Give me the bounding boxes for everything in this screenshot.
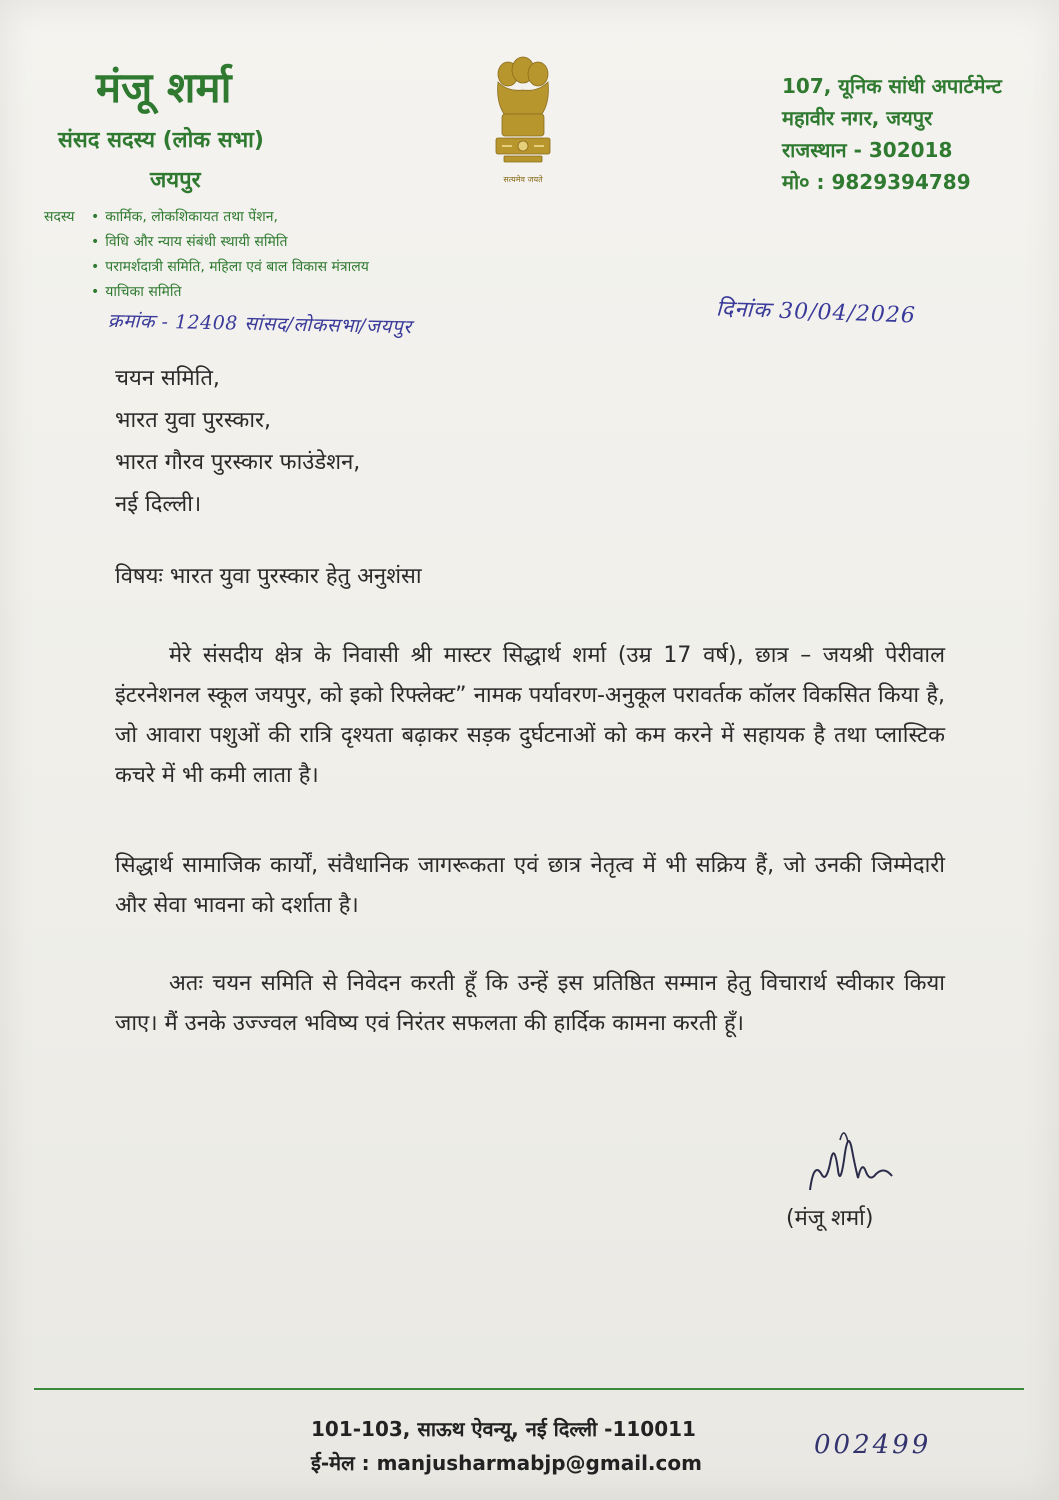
letter-date: दिनांक 30/04/2026: [715, 296, 917, 329]
emblem-caption: सत्यमेव जयते: [503, 175, 543, 184]
paragraph-text: सिद्धार्थ सामाजिक कार्यों, संवैधानिक जागरूकता एवं छात्र नेतृत्व में भी सक्रिय हैं, जो उनकी जिम्मेदारी और सेवा भावना को दर्शाता है।: [115, 853, 945, 918]
sender-designation: संसद सदस्य (लोक सभा): [58, 128, 264, 153]
body-paragraph: [115, 846, 945, 926]
signatory-name: (मंजू शर्मा): [786, 1206, 874, 1231]
membership-label: कार्मिक, लोकशिकायत तथा पेंशन,: [105, 209, 278, 225]
footer-divider: [34, 1388, 1024, 1390]
recipient-line: भारत गौरव पुरस्कार फाउंडेशन,: [115, 450, 361, 475]
footer-email: ई-मेल : manjusharmabjp@gmail.com: [311, 1451, 702, 1475]
membership-label: विधि और न्याय संबंधी स्थायी समिति: [105, 234, 288, 250]
membership-item: [44, 255, 369, 280]
sender-address: [782, 70, 1002, 198]
membership-item: [44, 230, 369, 255]
national-emblem-icon: [488, 52, 558, 192]
recipient-line: चयन समिति,: [115, 366, 220, 391]
paragraph-text: मेरे संसदीय क्षेत्र के निवासी श्री मास्टर सिद्धार्थ शर्मा (उम्र 17 वर्ष), छात्र – जयश्री पेरीवाल इंटरनेशनल स्कूल जयपुर, को इको रिफ्लेक्ट” नामक पर्यावरण-अनुकूल परावर्तक कॉलर विकसित किया है, जो आवारा पशुओं की रात्रि दृश्यता बढ़ाकर सड़क दुर्घटनाओं को कम करने में सहायक है तथा प्लास्टिक कचरे में भी कमी लाता है।: [115, 643, 945, 788]
membership-item: [44, 205, 369, 230]
recipient-block: [115, 358, 360, 526]
bullet-icon: •: [91, 209, 100, 225]
bullet-icon: •: [91, 259, 100, 275]
bullet-icon: •: [91, 284, 100, 300]
footer-address: 101-103, साऊथ ऐवन्यू, नई दिल्ली -110011: [311, 1417, 696, 1441]
body-paragraph: [115, 636, 945, 796]
member-prefix: सदस्य: [44, 209, 75, 225]
membership-item: [44, 280, 369, 305]
footer-contact: [311, 1412, 702, 1480]
serial-number: 002499: [814, 1430, 932, 1460]
sender-city: जयपुर: [150, 168, 201, 193]
address-line: राजस्थान - 302018: [782, 138, 953, 162]
recipient-line: नई दिल्ली।: [115, 492, 202, 517]
address-line: मो० : 9829394789: [782, 170, 971, 194]
paragraph-text: अतः चयन समिति से निवेदन करती हूँ कि उन्हें इस प्रतिष्ठित सम्मान हेतु विचारार्थ स्वीकार किया जाए। मैं उनके उज्ज्वल भविष्य एवं निरंतर सफलता की हार्दिक कामना करती हूँ।: [115, 971, 945, 1036]
subject-line: विषयः भारत युवा पुरस्कार हेतु अनुशंसा: [115, 564, 422, 589]
membership-label: याचिका समिति: [105, 284, 182, 300]
reference-number: क्रमांक - 12408 सांसद/लोकसभा/जयपुर: [107, 309, 412, 339]
bullet-icon: •: [91, 234, 100, 250]
membership-label: परामर्शदात्री समिति, महिला एवं बाल विकास मंत्रालय: [105, 259, 369, 275]
recipient-line: भारत युवा पुरस्कार,: [115, 408, 272, 433]
membership-list: [44, 205, 369, 305]
handwritten-signature: [800, 1120, 920, 1200]
sender-name: मंजू शर्मा: [96, 63, 232, 112]
address-line: 107, यूनिक सांधी अपार्टमेन्ट: [782, 74, 1002, 98]
address-line: महावीर नगर, जयपुर: [782, 106, 933, 130]
body-paragraph: [115, 964, 945, 1044]
